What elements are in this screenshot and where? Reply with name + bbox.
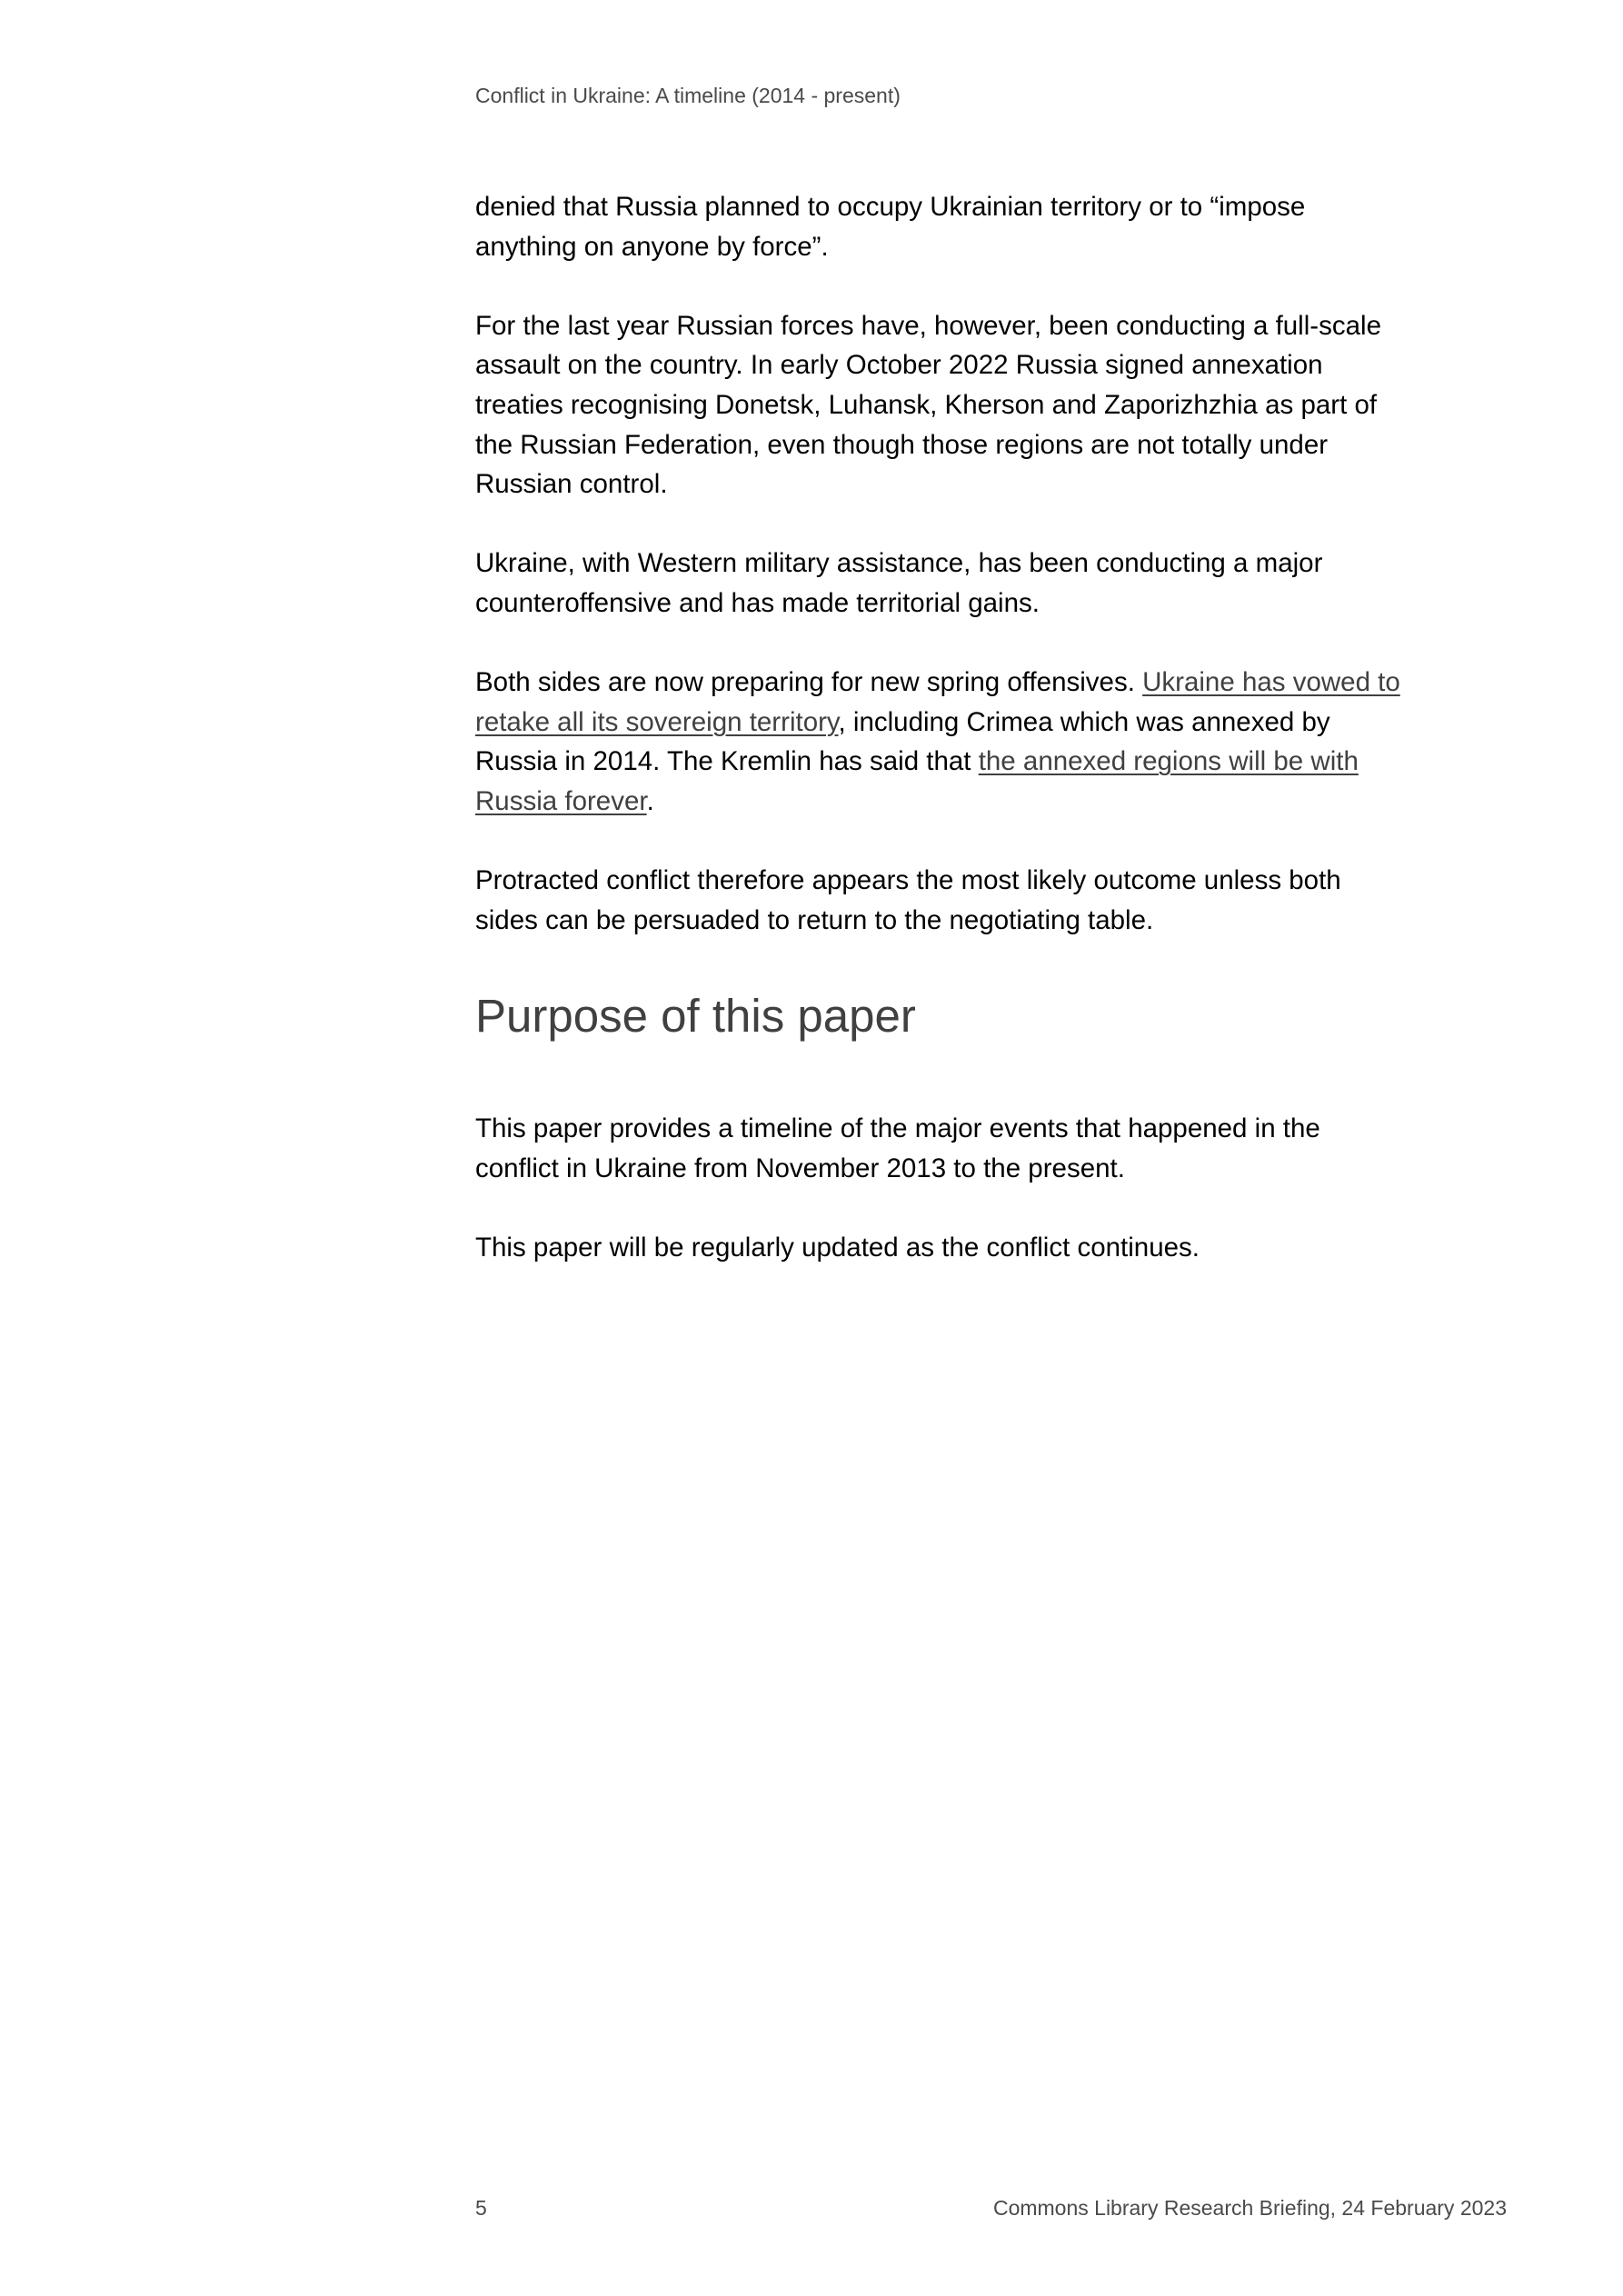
text-segment: . [646, 785, 654, 816]
text-segment: sides can be persuaded to return to the negotiating table. [475, 904, 1154, 935]
inline-link[interactable]: Ukraine has vowed to [1142, 667, 1400, 698]
text-segment: anything on anyone by force”. [475, 231, 829, 262]
paragraph [475, 306, 1520, 504]
paragraph [475, 187, 1520, 266]
text-line [475, 385, 1520, 425]
text-line [475, 306, 1520, 346]
text-line [475, 425, 1520, 465]
section-body [475, 1109, 1520, 1267]
inline-link[interactable]: Russia forever [475, 785, 647, 816]
text-line [475, 663, 1520, 703]
text-segment: counteroffensive and has made territorial gains. [475, 587, 1040, 618]
text-line [475, 742, 1520, 782]
text-line [475, 861, 1520, 901]
text-segment: Both sides are now preparing for new spring offensives. [475, 667, 1143, 698]
text-segment: the Russian Federation, even though those regions are not totally under [475, 429, 1329, 460]
text-line [475, 901, 1520, 941]
body-text [475, 187, 1520, 940]
inline-link[interactable]: the annexed regions will be with [978, 746, 1359, 777]
inline-link[interactable]: retake all its sovereign territory [475, 706, 839, 737]
text-line [475, 782, 1520, 822]
section-heading: Purpose of this paper [475, 990, 916, 1043]
paragraph [475, 663, 1520, 821]
page-footer [475, 2194, 1507, 2221]
text-segment: Russian control. [475, 469, 668, 500]
text-line [475, 1149, 1520, 1189]
text-segment: conflict in Ukraine from November 2013 to the present. [475, 1153, 1125, 1183]
publication-info: Commons Library Research Briefing, 24 February 2023 [992, 2196, 1507, 2220]
text-line [475, 703, 1520, 743]
text-line [475, 227, 1520, 267]
text-segment: Protracted conflict therefore appears the most likely outcome unless both [475, 865, 1341, 896]
paragraph [475, 1109, 1520, 1188]
text-segment: This paper will be regularly updated as the conflict continues. [475, 1233, 1200, 1263]
text-segment: For the last year Russian forces have, however, been conducting a full-scale [475, 310, 1381, 341]
page-number: 5 [475, 2196, 487, 2220]
text-segment: , including Crimea which was annexed by [838, 706, 1330, 737]
text-line [475, 464, 1520, 504]
page-content [475, 187, 1520, 1307]
text-line [475, 187, 1520, 227]
text-line [475, 544, 1520, 584]
text-segment: assault on the country. In early October 2022 Russia signed annexation [475, 350, 1323, 381]
paragraph [475, 861, 1520, 940]
text-line [475, 1109, 1520, 1149]
text-segment: Ukraine, with Western military assistance, has been conducting a major [475, 548, 1323, 579]
text-segment: denied that Russia planned to occupy Ukrainian territory or to “impose [475, 192, 1306, 222]
text-line [475, 345, 1520, 385]
paragraph [475, 1228, 1520, 1268]
text-line [475, 1228, 1520, 1268]
text-segment: Russia in 2014. The Kremlin has said that [475, 746, 979, 777]
paragraph [475, 544, 1520, 623]
text-line [475, 584, 1520, 624]
text-segment: This paper provides a timeline of the major events that happened in the [475, 1113, 1320, 1144]
running-header: Conflict in Ukraine: A timeline (2014 - present) [475, 84, 901, 107]
text-segment: treaties recognising Donetsk, Luhansk, Kherson and Zaporizhzhia as part of [475, 389, 1378, 420]
